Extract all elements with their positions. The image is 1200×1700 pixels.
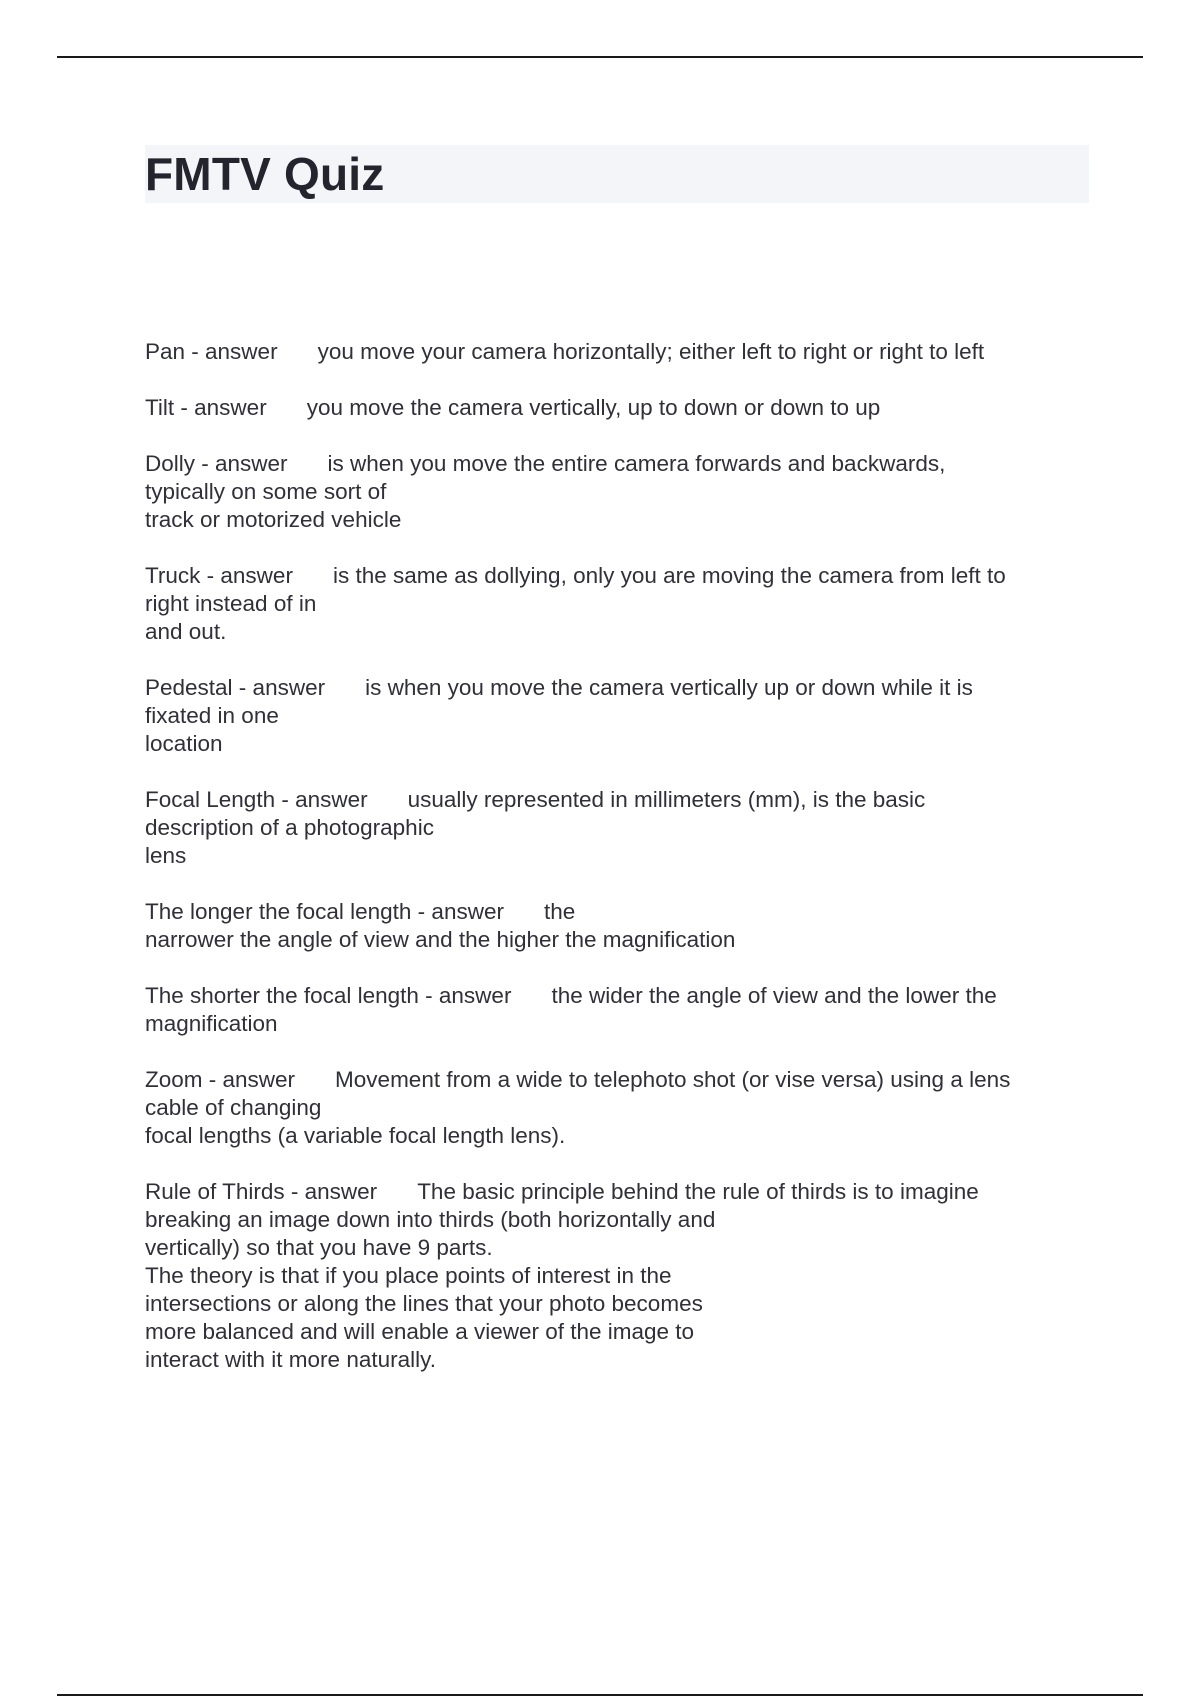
flashcard [145, 450, 1095, 534]
flashcard-answer-line: interact with it more naturally. [145, 1347, 436, 1372]
flashcard-answer-line: cable of changing [145, 1095, 322, 1120]
flashcard-answer-line: The theory is that if you place points of interest in the [145, 1263, 672, 1288]
flashcard-answer-line: location [145, 731, 223, 756]
flashcard-answer-line: you move the camera vertically, up to down or down to up [306, 395, 881, 420]
flashcard-term: Focal Length - answer [145, 787, 368, 812]
flashcard-answer-line: Movement from a wide to telephoto shot (or vise versa) using a lens [335, 1067, 1011, 1092]
flashcard-term: Rule of Thirds - answer [145, 1179, 378, 1204]
page-title: FMTV Quiz [145, 148, 385, 200]
flashcard [145, 786, 1095, 870]
flashcard-term: Truck - answer [145, 563, 293, 588]
flashcard-answer-line: usually represented in millimeters (mm), is the basic [407, 787, 926, 812]
flashcard-answer-line: focal lengths (a variable focal length lens). [145, 1123, 566, 1148]
flashcard-answer-line: intersections or along the lines that your photo becomes [145, 1291, 703, 1316]
flashcard-answer-line: vertically) so that you have 9 parts. [145, 1235, 493, 1260]
flashcard-term: Pan - answer [145, 339, 278, 364]
flashcard [145, 1066, 1095, 1150]
flashcard-list [145, 338, 1095, 1402]
flashcard [145, 1178, 1095, 1374]
flashcard-answer-line: the [543, 899, 576, 924]
bottom-divider [57, 1694, 1143, 1696]
flashcard-term: Dolly - answer [145, 451, 288, 476]
flashcard-answer-line: you move your camera horizontally; either left to right or right to left [317, 339, 985, 364]
flashcard-term: Zoom - answer [145, 1067, 296, 1092]
flashcard-answer-line: magnification [145, 1011, 278, 1036]
flashcard-answer-line: description of a photographic [145, 815, 434, 840]
flashcard [145, 674, 1095, 758]
flashcard-term: Pedestal - answer [145, 675, 326, 700]
flashcard-answer-line: typically on some sort of [145, 479, 387, 504]
flashcard-answer-line: The basic principle behind the rule of thirds is to imagine [417, 1179, 979, 1204]
flashcard [145, 982, 1095, 1038]
flashcard-answer-line: more balanced and will enable a viewer of the image to [145, 1319, 695, 1344]
flashcard-answer-line: right instead of in [145, 591, 317, 616]
flashcard-answer-line: and out. [145, 619, 227, 644]
flashcard-term: Tilt - answer [145, 395, 267, 420]
flashcard-term: The shorter the focal length - answer [145, 983, 512, 1008]
top-divider [57, 56, 1143, 58]
flashcard-answer-line: is when you move the camera vertically up or down while it is [365, 675, 973, 700]
flashcard-answer-line: is when you move the entire camera forwards and backwards, [327, 451, 946, 476]
flashcard-answer-line: narrower the angle of view and the higher the magnification [145, 927, 736, 952]
flashcard [145, 394, 1095, 422]
flashcard-answer-line: fixated in one [145, 703, 279, 728]
flashcard-answer-line: lens [145, 843, 187, 868]
flashcard-term: The longer the focal length - answer [145, 899, 504, 924]
flashcard [145, 338, 1095, 366]
flashcard [145, 562, 1095, 646]
flashcard-answer-line: the wider the angle of view and the lower the [551, 983, 997, 1008]
flashcard-answer-line: breaking an image down into thirds (both horizontally and [145, 1207, 716, 1232]
flashcard [145, 898, 1095, 954]
flashcard-answer-line: track or motorized vehicle [145, 507, 402, 532]
flashcard-answer-line: is the same as dollying, only you are moving the camera from left to [332, 563, 1006, 588]
